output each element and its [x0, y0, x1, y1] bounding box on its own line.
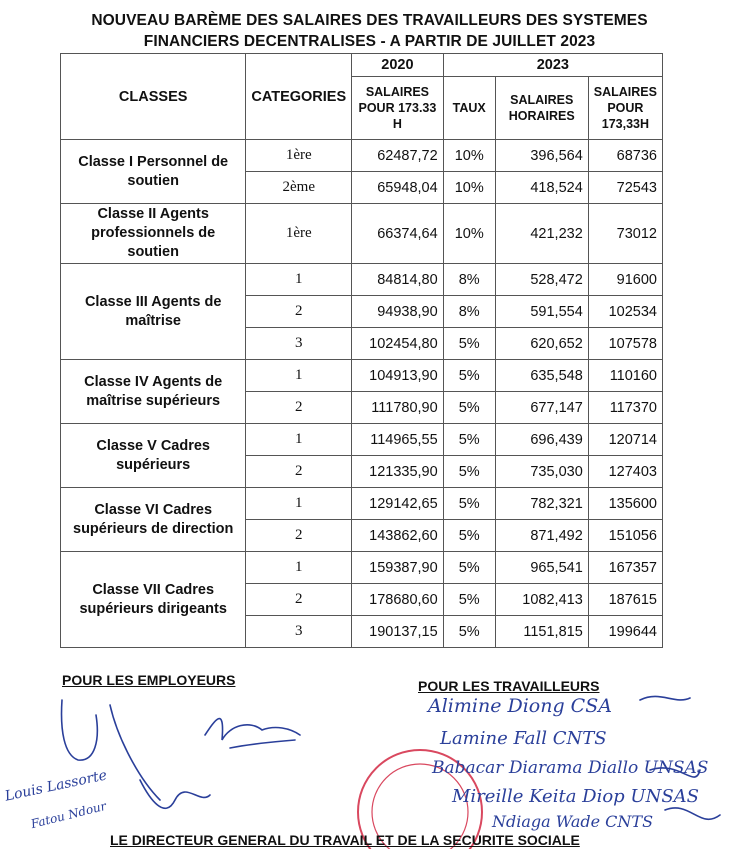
rate-cell: 5%: [443, 392, 495, 424]
worker-signature-line-2: Lamine Fall CNTS: [440, 728, 607, 749]
header-salaires-2023: SALAIRES POUR 173,33H: [588, 77, 662, 140]
rate-cell: 5%: [443, 456, 495, 488]
salary-2020-cell: 104913,90: [352, 360, 444, 392]
rate-cell: 5%: [443, 360, 495, 392]
salary-2023-cell: 117370: [588, 392, 662, 424]
salary-2020-cell: 62487,72: [352, 140, 444, 172]
salary-2023-cell: 72543: [588, 172, 662, 204]
rate-cell: 8%: [443, 296, 495, 328]
salary-2023-cell: 120714: [588, 424, 662, 456]
employer-signature-name-2: Fatou Ndour: [29, 798, 108, 832]
employer-signature-2: [205, 719, 300, 748]
hourly-wage-cell: 1151,815: [495, 616, 588, 648]
salary-2023-cell: 102534: [588, 296, 662, 328]
class-name-cell: Classe V Cadres supérieurs: [61, 424, 246, 488]
hourly-wage-cell: 965,541: [495, 552, 588, 584]
class-name-cell: Classe IV Agents de maîtrise supérieurs: [61, 360, 246, 424]
rate-cell: 5%: [443, 520, 495, 552]
salary-2023-cell: 151056: [588, 520, 662, 552]
category-cell: 2: [246, 584, 352, 616]
rate-cell: 5%: [443, 328, 495, 360]
header-salaires-horaires: SALAIRES HORAIRES: [495, 77, 588, 140]
hourly-wage-cell: 620,652: [495, 328, 588, 360]
class-name-cell: Classe VII Cadres supérieurs dirigeants: [61, 552, 246, 648]
category-cell: 2: [246, 392, 352, 424]
salary-2023-cell: 135600: [588, 488, 662, 520]
hourly-wage-cell: 635,548: [495, 360, 588, 392]
rate-cell: 10%: [443, 172, 495, 204]
category-cell: 3: [246, 616, 352, 648]
category-cell: 2: [246, 456, 352, 488]
rate-cell: 10%: [443, 204, 495, 264]
salary-2020-cell: 65948,04: [352, 172, 444, 204]
rate-cell: 5%: [443, 616, 495, 648]
category-cell: 1ère: [246, 140, 352, 172]
category-cell: 1: [246, 424, 352, 456]
category-cell: 1: [246, 488, 352, 520]
rate-cell: 10%: [443, 140, 495, 172]
category-cell: 3: [246, 328, 352, 360]
worker-signature-line-3: Babacar Diarama Diallo UNSAS: [432, 758, 709, 778]
category-cell: 1ère: [246, 204, 352, 264]
hourly-wage-cell: 421,232: [495, 204, 588, 264]
header-categories: CATEGORIES: [246, 54, 352, 140]
class-name-cell: Classe VI Cadres supérieurs de direction: [61, 488, 246, 552]
category-cell: 2: [246, 520, 352, 552]
category-cell: 1: [246, 264, 352, 296]
salary-2020-cell: 129142,65: [352, 488, 444, 520]
header-taux: TAUX: [443, 77, 495, 140]
salary-2023-cell: 107578: [588, 328, 662, 360]
category-cell: 1: [246, 360, 352, 392]
hourly-wage-cell: 591,554: [495, 296, 588, 328]
salary-2023-cell: 68736: [588, 140, 662, 172]
salary-2020-cell: 102454,80: [352, 328, 444, 360]
salary-2020-cell: 143862,60: [352, 520, 444, 552]
salary-2023-cell: 110160: [588, 360, 662, 392]
header-classes: CLASSES: [61, 54, 246, 140]
hourly-wage-cell: 1082,413: [495, 584, 588, 616]
employers-label: POUR LES EMPLOYEURS: [62, 672, 236, 688]
hourly-wage-cell: 677,147: [495, 392, 588, 424]
hourly-wage-cell: 396,564: [495, 140, 588, 172]
salary-2020-cell: 114965,55: [352, 424, 444, 456]
document-title-line-2: FINANCIERS DECENTRALISES - A PARTIR DE JUILLET 2023: [143, 33, 596, 50]
employer-signature-3: [140, 780, 210, 808]
rate-cell: 8%: [443, 264, 495, 296]
salary-2023-cell: 187615: [588, 584, 662, 616]
salary-2023-cell: 167357: [588, 552, 662, 584]
salary-2020-cell: 66374,64: [352, 204, 444, 264]
salary-2020-cell: 159387,90: [352, 552, 444, 584]
worker-signature-line-4: Mireille Keita Diop UNSAS: [452, 786, 699, 807]
class-name-cell: Classe III Agents de maîtrise: [61, 264, 246, 360]
header-year-2020: 2020: [352, 54, 444, 77]
salary-2020-cell: 94938,90: [352, 296, 444, 328]
salary-2020-cell: 111780,90: [352, 392, 444, 424]
hourly-wage-cell: 782,321: [495, 488, 588, 520]
category-cell: 1: [246, 552, 352, 584]
class-name-cell: Classe II Agents professionnels de soutien: [61, 204, 246, 264]
workers-label: POUR LES TRAVAILLEURS: [418, 678, 600, 694]
salary-2023-cell: 91600: [588, 264, 662, 296]
header-year-2023: 2023: [443, 54, 662, 77]
hourly-wage-cell: 735,030: [495, 456, 588, 488]
hourly-wage-cell: 528,472: [495, 264, 588, 296]
salary-2023-cell: 73012: [588, 204, 662, 264]
salary-2023-cell: 199644: [588, 616, 662, 648]
hourly-wage-cell: 871,492: [495, 520, 588, 552]
salary-2020-cell: 190137,15: [352, 616, 444, 648]
rate-cell: 5%: [443, 584, 495, 616]
salary-2020-cell: 84814,80: [352, 264, 444, 296]
worker-signature-line-5: Ndiaga Wade CNTS: [492, 812, 654, 831]
category-cell: 2ème: [246, 172, 352, 204]
hourly-wage-cell: 418,524: [495, 172, 588, 204]
director-label: LE DIRECTEUR GENERAL DU TRAVAIL ET DE LA SECURITE SOCIALE: [110, 832, 580, 848]
rate-cell: 5%: [443, 552, 495, 584]
document-title-line-1: NOUVEAU BARÈME DES SALAIRES DES TRAVAILLEURS DES SYSTEMES: [91, 12, 648, 29]
category-cell: 2: [246, 296, 352, 328]
header-salaires-2020: SALAIRES POUR 173.33 H: [352, 77, 444, 140]
salary-2020-cell: 178680,60: [352, 584, 444, 616]
class-name-cell: Classe I Personnel de soutien: [61, 140, 246, 204]
salary-2023-cell: 127403: [588, 456, 662, 488]
rate-cell: 5%: [443, 488, 495, 520]
rate-cell: 5%: [443, 424, 495, 456]
worker-signature-line-1: Alimine Diong CSA: [428, 695, 612, 717]
hourly-wage-cell: 696,439: [495, 424, 588, 456]
salary-2020-cell: 121335,90: [352, 456, 444, 488]
employer-signature-name-1: Louis Lassorte: [3, 767, 109, 805]
